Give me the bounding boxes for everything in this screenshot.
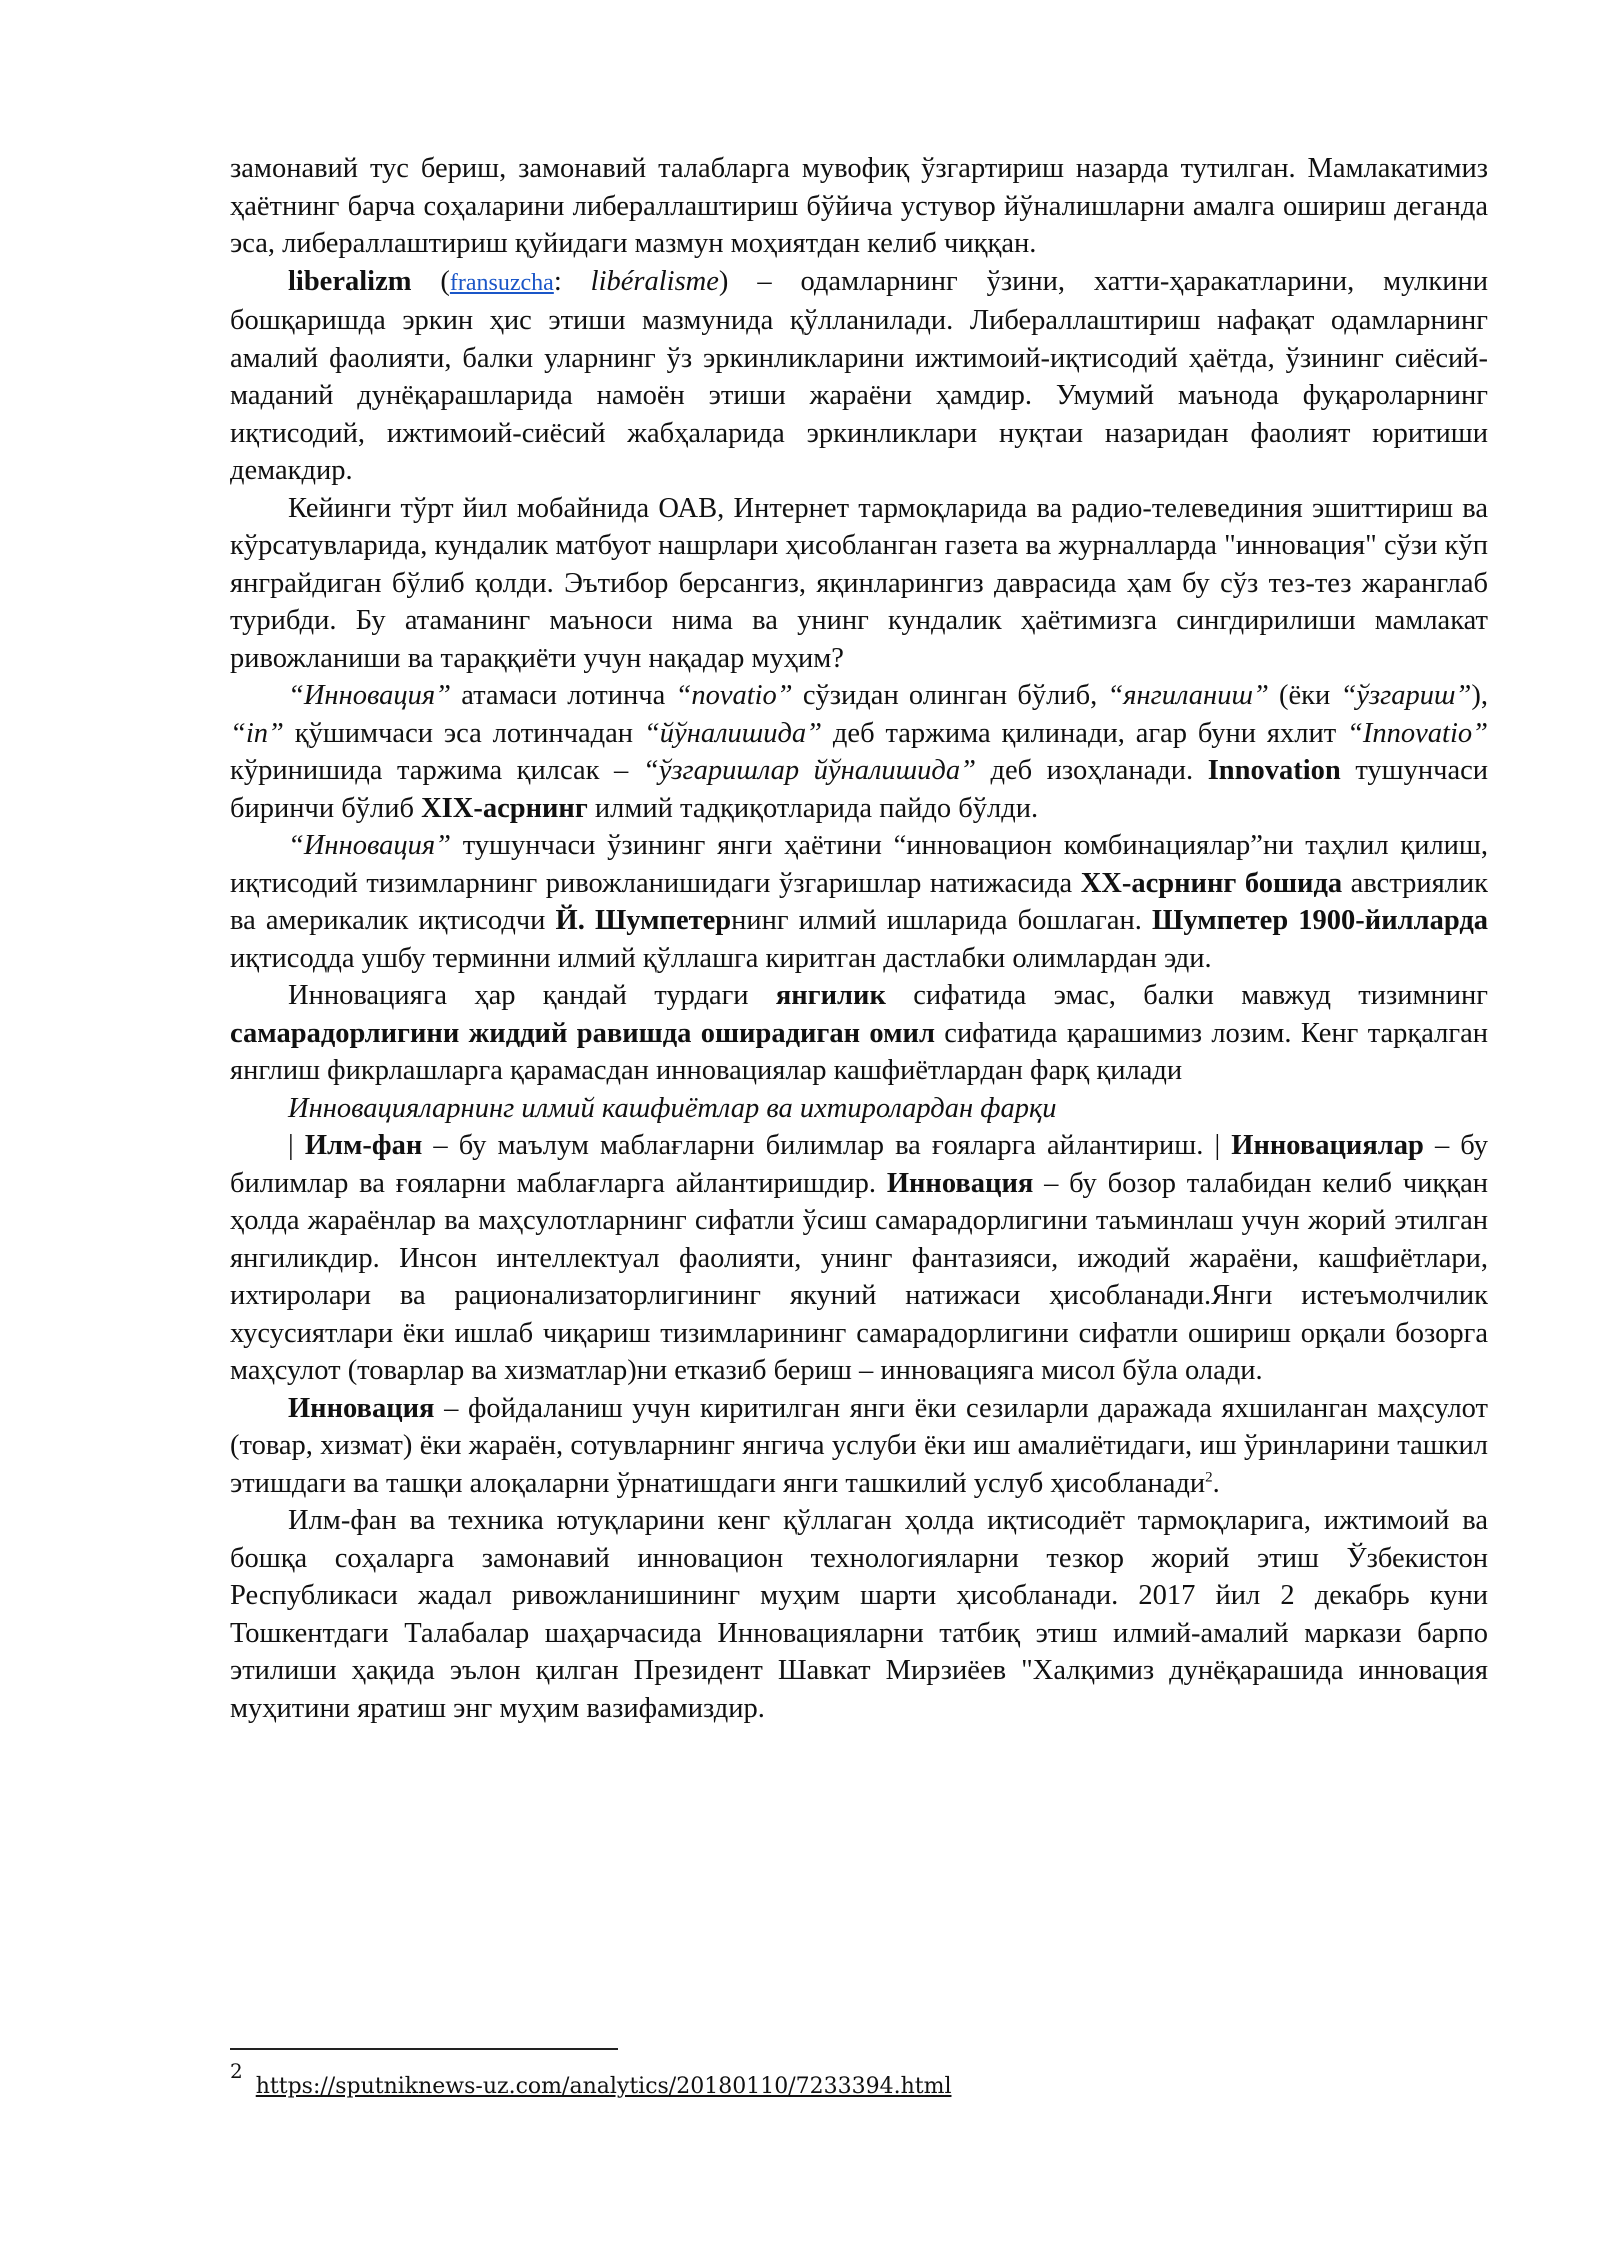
paragraph-uzbekistan-innovation [230, 1502, 1488, 1727]
text-run: тушунчаси биринчи бўлиб [230, 755, 1488, 824]
italic-term: “йўналишида” [643, 717, 823, 749]
italic-term: “Innovatio” [1347, 717, 1488, 749]
text-run: – бу билимлар ва ғояларни маблағларга айлантиришдир. [230, 1130, 1488, 1199]
bold-term: XX-асрнинг бошида [1080, 867, 1343, 899]
text-run: ), [1471, 680, 1488, 711]
text-run: деб изоҳланади. [975, 755, 1208, 786]
footnote-reference[interactable]: 2 [1205, 1469, 1213, 1485]
text-run: нинг илмий ишларида бошлаган. [731, 905, 1153, 936]
text-run: ) – одамларнинг ўзини, хатти-ҳаракатларини, мулкини бошқаришда эркин ҳис этиши мазмунида қўлланилади. Либераллаштириш нафақат одамларнинг амалий фаолияти, балки уларнинг ўз эркинликларини ижтимоий-иқтисодий ҳаётда, ўзининг сиёсий-маданий дунёқарашларида намоён этиши жараёни ҳамдир. Умумий маънода фуқароларнинг иқтисодий, ижтимоий-сиёсий жабҳаларида эркинликлари нуқтаи назаридан фаолият юритиши демакдир. [230, 265, 1489, 486]
bold-term: янгилик [775, 980, 886, 1011]
text-run: сўзидан олинган бўлиб, [792, 680, 1108, 711]
text-run: . [1212, 1467, 1220, 1499]
text-run: иқтисодда ушбу терминни илмий қўллашга киритган дастлабки олимлардан эди. [230, 942, 1212, 974]
italic-term: “янгиланиш” [1107, 680, 1269, 711]
text-run: : [553, 265, 591, 297]
text-run: сифатида эмас, балки мавжуд тизимнинг [885, 980, 1488, 1011]
text-run: замонавий тус бериш, замонавий талабларга мувофиқ ўзгартириш назарда тутилган. Мамлакатимиз ҳаётнинг барча соҳаларини либераллаштириш бўйича устувор йўналишларни амалга ошириш деганда эса, либераллаштириш қуйидаги мазмун моҳиятдан келиб чиққан. [230, 153, 1488, 259]
paragraph-innovation-factor [230, 977, 1488, 1090]
bold-term: Инновация [886, 1167, 1034, 1199]
section-subheading: Инновацияларнинг илмий кашфиётлар ва ихтиролардан фарқи [288, 1092, 1057, 1124]
italic-term: “ўзгариш” [1340, 680, 1472, 711]
text-run: илмий тадқиқотларида пайдо бўлди. [587, 792, 1039, 824]
bold-term: liberalizm [288, 265, 412, 297]
footnote [230, 2059, 952, 2099]
footnote-link[interactable]: https://sputniknews-uz.com/analytics/20180110/7233394.html [255, 2074, 952, 2099]
paragraph-liberalizm-definition [230, 263, 1488, 490]
text-run: тушунчаси ўзининг янги ҳаётини “инновацион комбинациялар”ни таҳлил қилиш, иқтисодий тизимларнинг ривожланишидаги ўзгаришлар натижасида [230, 830, 1488, 899]
bold-term: XIX-асрнинг [421, 792, 588, 824]
paragraph-innovation-definition [230, 1390, 1488, 1503]
text-run: қўшимчаси эса лотинчадан [283, 717, 644, 749]
paragraph-1 [230, 150, 1488, 263]
paragraph-innovation-media [230, 490, 1488, 678]
text-run: – бу маълум маблағларни билимлар ва ғояларга айлантириш. | [422, 1130, 1232, 1161]
paragraph-innovation-etymology [230, 677, 1488, 827]
document-body [230, 150, 1488, 1727]
language-link[interactable]: fransuzcha [449, 269, 554, 296]
bold-term: Инновация [288, 1392, 435, 1424]
text-run: кўринишида таржима қилсак – [230, 755, 643, 786]
italic-term: “ўзгаришлар йўналишида” [642, 755, 976, 786]
bold-term: Й. Шумпетер [555, 905, 732, 936]
text-run: деб таржима қилинади, агар буни яхлит [822, 717, 1348, 749]
italic-term: libéralisme [590, 265, 719, 297]
text-run: Илм-фан ва техника ютуқларини кенг қўллаган ҳолда иқтисодиёт тармоқларига, ижтимоий ва бошқа соҳаларга замонавий инновацион технологияларни тезкор жорий этиш Ўзбекистон Республикаси жадал ривожланишининг муҳим шарти ҳисобланади. 2017 йил 2 декабрь куни Тошкентдаги Талабалар шаҳарчасида Инновацияларни татбиқ этиш илмий-амалий маркази барпо этилиши ҳақида эълон қилган Президент Шавкат Мирзиёев "Халқимиз дунёқарашида инновация муҳитини яратиш энг муҳим вазифамиздир. [230, 1505, 1488, 1724]
bold-term: Innovation [1207, 755, 1341, 786]
text-run: атамаси лотинча [450, 680, 676, 711]
text-run: | [288, 1130, 305, 1161]
italic-term: “Инновация” [288, 830, 451, 861]
bold-term: Илм-фан [304, 1130, 423, 1161]
text-run: – фойдаланиш учун киритилган янги ёки сезиларли даражада яхшиланган маҳсулот (товар, хизмат) ёки жараён, сотувларнинг янгича услуби ёки иш амалиётидаги, иш ўринларини ташкил этишдаги ва ташқи алоқаларни ўрнатишдаги янги ташкилий услуб ҳисобланади [230, 1392, 1488, 1499]
text-run: (ёки [1268, 680, 1341, 711]
footnote-number: 2 [230, 2059, 243, 2083]
text-run: сифатида қарашимиз лозим. Кенг тарқалган янглиш фикрлашларга қарамасдан инновациялар кашфиётлардан фарқ қилади [230, 1017, 1488, 1086]
bold-term: Шумпетер 1900-йилларда [1152, 905, 1489, 936]
italic-term: “in” [230, 717, 284, 749]
text-run: Кейинги тўрт йил мобайнида ОАВ, Интернет тармоқларида ва радио-телевединия эшиттириш ва кўрсатувларида, кундалик матбуот нашрлари ҳисобланган газета ва журналларда "инновация" сўзи кўп янграйдиган бўлиб қолди. Эътибор берсангиз, яқинларингиз даврасида ҳам бу сўз тез-тез жаранглаб турибди. Бу атаманинг маъноси нима ва унинг кундалик ҳаётимизга сингдирилиши мамлакат ривожланиши ва тараққиёти учун нақадар муҳим? [230, 492, 1488, 674]
text-run: австриялик ва америкалик иқтисодчи [230, 867, 1488, 936]
footnote-separator [230, 2048, 618, 2050]
italic-term: “Инновация” [288, 680, 451, 711]
text-run: ( [411, 265, 450, 297]
paragraph-science-vs-innovation [230, 1127, 1488, 1390]
paragraph-schumpeter [230, 827, 1488, 977]
bold-term: Инновациялар [1231, 1130, 1424, 1161]
italic-term: “novatio” [675, 680, 793, 711]
bold-term: самарадорлигини жиддий равишда оширадиган омил [230, 1017, 935, 1049]
text-run: Инновацияга ҳар қандай турдаги [288, 980, 776, 1011]
text-run: – бу бозор талабидан келиб чиққан ҳолда жараёнлар ва маҳсулотларнинг сифатли ўсиш самарадорлигини таъминлаш учун жорий этилган янгиликдир. Инсон интеллектуал фаолияти, унинг фантазияси, ижодий жараёни, кашфиётлари, ихтиролари ва рационализаторлигининг якуний натижаси ҳисобланади.Янги истеъмолчилик хусусиятлари ёки ишлаб чиқариш тизимларининг самарадорлигини сифатли ошириш орқали бозорга маҳсулот (товарлар ва хизматлар)ни етказиб бериш – инновацияга мисол бўла олади. [230, 1167, 1488, 1386]
